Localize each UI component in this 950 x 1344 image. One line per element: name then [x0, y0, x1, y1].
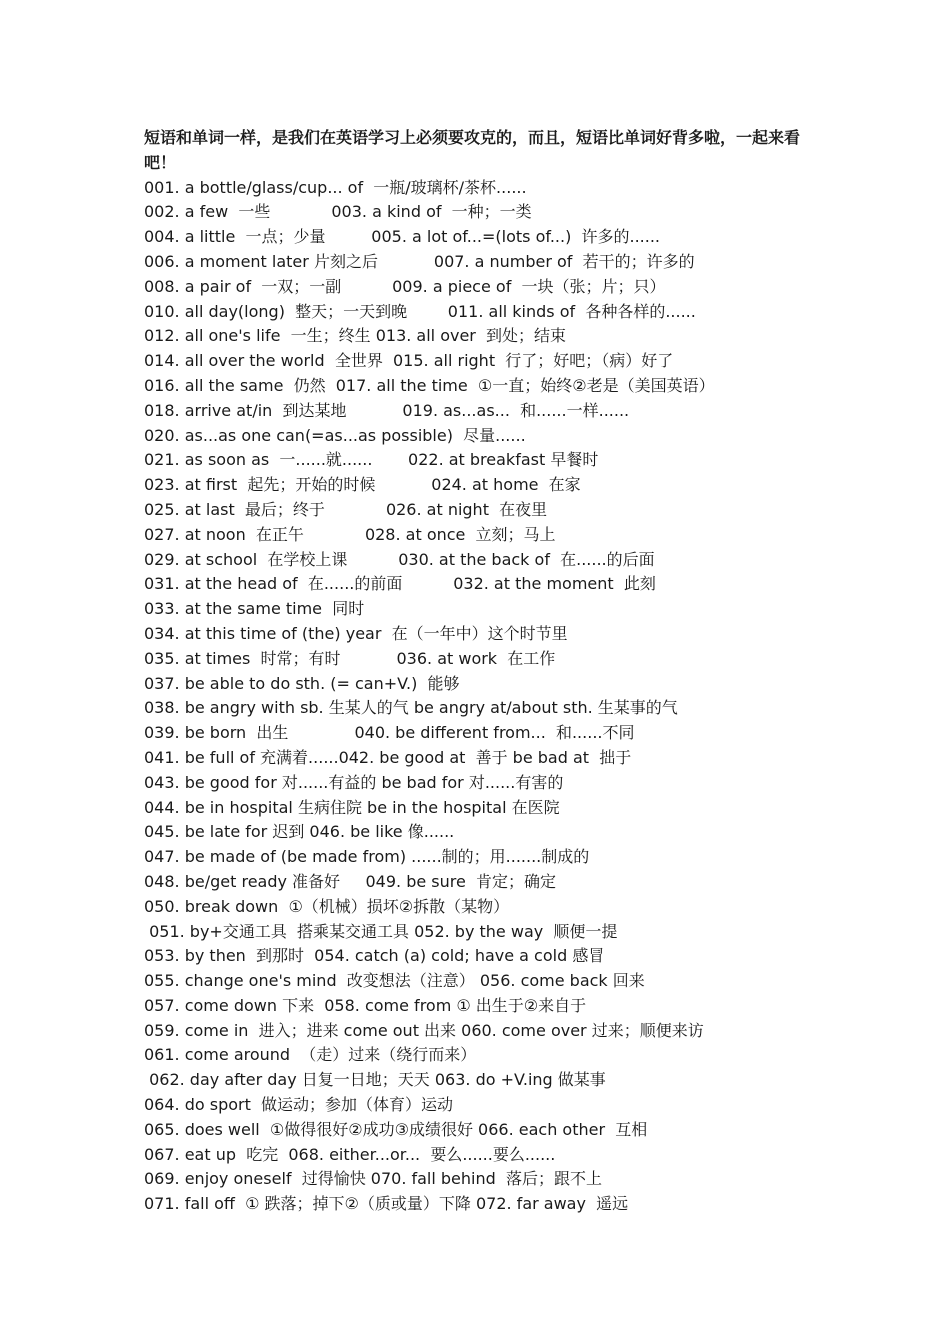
phrase-line: 044. be in hospital 生病住院 be in the hospital 在医院	[144, 797, 560, 817]
phrase-line: 051. by+交通工具 搭乘某交通工具 052. by the way 顺便一提	[144, 921, 618, 941]
phrase-line: 002. a few 一些 003. a kind of 一种；一类	[144, 202, 532, 222]
phrase-line: 048. be/get ready 准备好 049. be sure 肯定；确定	[144, 871, 556, 891]
phrase-line: 008. a pair of 一双；一副 009. a piece of 一块（张；片；只）	[144, 276, 666, 296]
phrase-line: 071. fall off ① 跌落；掉下②（质或量）下降 072. far away 遥远	[144, 1194, 629, 1214]
phrase-line: 041. be full of 充满着......042. be good at 善于 be bad at 拙于	[144, 747, 632, 767]
phrase-line: 004. a little 一点；少量 005. a lot of...=(lots of...) 许多的......	[144, 227, 661, 247]
phrase-line: 043. be good for 对......有益的 be bad for 对......有害的	[144, 772, 564, 792]
phrase-line: 037. be able to do sth. (= can+V.) 能够	[144, 673, 460, 693]
phrase-line: 033. at the same time 同时	[144, 599, 365, 619]
phrase-line: 035. at times 时常；有时 036. at work 在工作	[144, 648, 556, 668]
phrase-line: 006. a moment later 片刻之后 007. a number of 若干的；许多的	[144, 251, 695, 271]
phrase-line: 010. all day(long) 整天；一天到晚 011. all kinds of 各种各样的......	[144, 301, 696, 321]
phrase-line: 020. as...as one can(=as...as possible) 尽量......	[144, 425, 526, 445]
phrase-line: 001. a bottle/glass/cup... of 一瓶/玻璃杯/茶杯......	[144, 177, 527, 197]
document-body	[144, 126, 824, 1217]
phrase-line: 023. at first 起先；开始的时候 024. at home 在家	[144, 475, 581, 495]
phrase-line: 050. break down ①（机械）损坏②拆散（某物）	[144, 896, 510, 916]
phrase-line: 062. day after day 日复一日地；天天 063. do +V.ing 做某事	[144, 1070, 606, 1090]
phrase-line: 016. all the same 仍然 017. all the time ①一直；始终②老是（美国英语）	[144, 375, 715, 395]
phrase-line: 018. arrive at/in 到达某地 019. as...as... 和......一样......	[144, 400, 630, 420]
phrase-line: 038. be angry with sb. 生某人的气 be angry at/about sth. 生某事的气	[144, 698, 678, 718]
phrase-line: 029. at school 在学校上课 030. at the back of 在......的后面	[144, 549, 655, 569]
intro-paragraph: 短语和单词一样，是我们在英语学习上必须要攻克的，而且，短语比单词好背多啦，一起来看吧！	[144, 128, 801, 172]
phrase-line: 055. change one's mind 改变想法（注意） 056. come back 回来	[144, 971, 645, 991]
phrase-line: 061. come around （走）过来（绕行而来）	[144, 1045, 477, 1065]
phrase-line: 064. do sport 做运动；参加（体育）运动	[144, 1095, 454, 1115]
phrase-line: 034. at this time of (the) year 在（一年中）这个时节里	[144, 623, 568, 643]
phrase-line: 053. by then 到那时 054. catch (a) cold; have a cold 感冒	[144, 946, 605, 966]
phrase-line: 057. come down 下来 058. come from ① 出生于②来自于	[144, 995, 587, 1015]
phrase-line: 014. all over the world 全世界 015. all right 行了；好吧；（病）好了	[144, 351, 674, 371]
phrase-line: 021. as soon as 一......就...... 022. at breakfast 早餐时	[144, 450, 599, 470]
phrase-line: 059. come in 进入；进来 come out 出来 060. come over 过来；顺便来访	[144, 1020, 704, 1040]
phrase-line: 012. all one's life 一生；终生 013. all over 到处；结束	[144, 326, 567, 346]
phrase-line: 031. at the head of 在......的前面 032. at the moment 此刻	[144, 574, 656, 594]
phrase-line: 027. at noon 在正午 028. at once 立刻；马上	[144, 524, 556, 544]
phrase-line: 045. be late for 迟到 046. be like 像......	[144, 822, 455, 842]
phrase-line: 047. be made of (be made from) ......制的；用.......制成的	[144, 847, 590, 867]
phrase-line: 065. does well ①做得很好②成功③成绩很好 066. each other 互相	[144, 1119, 648, 1139]
phrase-list	[144, 176, 824, 1217]
phrase-line: 039. be born 出生 040. be different from... 和......不同	[144, 723, 635, 743]
phrase-line: 025. at last 最后；终于 026. at night 在夜里	[144, 499, 548, 519]
phrase-line: 069. enjoy oneself 过得愉快 070. fall behind 落后；跟不上	[144, 1169, 602, 1189]
phrase-line: 067. eat up 吃完 068. either...or... 要么......要么......	[144, 1144, 556, 1164]
